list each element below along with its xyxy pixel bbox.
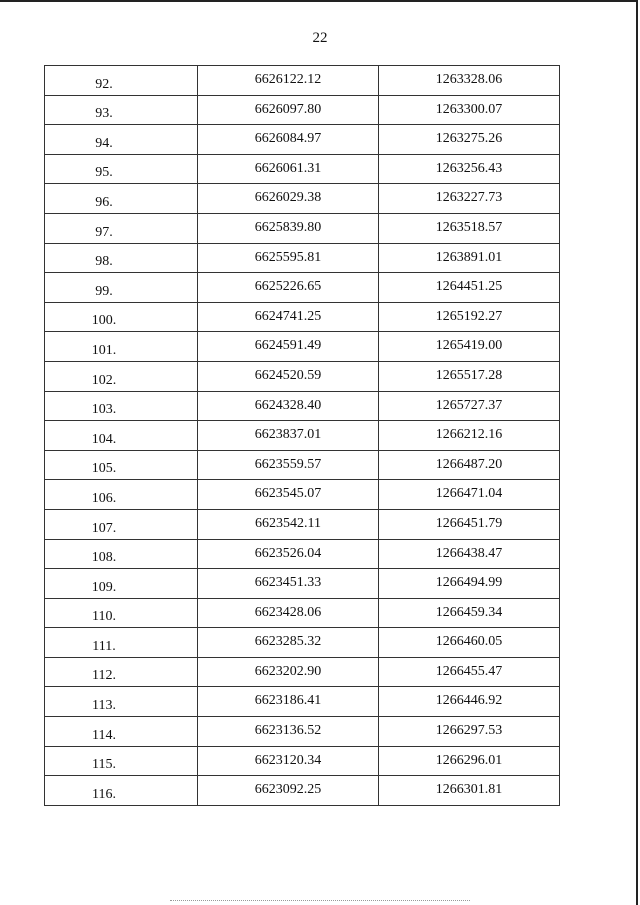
y-coordinate-cell: 1266301.81 (379, 776, 560, 806)
point-number-cell: 106. (45, 480, 198, 510)
table-row (45, 746, 560, 776)
y-coordinate-cell: 1266297.53 (379, 717, 560, 747)
table-row (45, 184, 560, 214)
y-coordinate-cell: 1266460.05 (379, 628, 560, 658)
x-coordinate-cell: 6623451.33 (198, 569, 379, 599)
y-coordinate-cell: 1265517.28 (379, 361, 560, 391)
x-coordinate-cell: 6623186.41 (198, 687, 379, 717)
x-coordinate-cell: 6623542.11 (198, 509, 379, 539)
x-coordinate-cell: 6624741.25 (198, 302, 379, 332)
point-number-cell: 107. (45, 509, 198, 539)
page-bottom-rule (170, 900, 470, 902)
table-row (45, 598, 560, 628)
x-coordinate-cell: 6623136.52 (198, 717, 379, 747)
y-coordinate-cell: 1266212.16 (379, 421, 560, 451)
y-coordinate-cell: 1266494.99 (379, 569, 560, 599)
point-number-cell: 96. (45, 184, 198, 214)
point-number-cell: 103. (45, 391, 198, 421)
table-row (45, 421, 560, 451)
point-number-cell: 97. (45, 213, 198, 243)
table-row (45, 273, 560, 303)
point-number-cell: 101. (45, 332, 198, 362)
y-coordinate-cell: 1263275.26 (379, 125, 560, 155)
x-coordinate-cell: 6624328.40 (198, 391, 379, 421)
coordinates-table-body (45, 66, 560, 806)
point-number-cell: 110. (45, 598, 198, 628)
x-coordinate-cell: 6623202.90 (198, 657, 379, 687)
x-coordinate-cell: 6623092.25 (198, 776, 379, 806)
y-coordinate-cell: 1266455.47 (379, 657, 560, 687)
table-row (45, 332, 560, 362)
y-coordinate-cell: 1266296.01 (379, 746, 560, 776)
y-coordinate-cell: 1266438.47 (379, 539, 560, 569)
table-row (45, 628, 560, 658)
page-number: 22 (312, 30, 328, 46)
page-border-top (0, 0, 636, 2)
table-row (45, 361, 560, 391)
point-number-cell: 105. (45, 450, 198, 480)
y-coordinate-cell: 1263227.73 (379, 184, 560, 214)
x-coordinate-cell: 6625226.65 (198, 273, 379, 303)
x-coordinate-cell: 6623285.32 (198, 628, 379, 658)
y-coordinate-cell: 1263328.06 (379, 66, 560, 96)
x-coordinate-cell: 6623526.04 (198, 539, 379, 569)
table-row (45, 776, 560, 806)
x-coordinate-cell: 6623120.34 (198, 746, 379, 776)
table-row (45, 509, 560, 539)
table-row (45, 450, 560, 480)
y-coordinate-cell: 1263256.43 (379, 154, 560, 184)
x-coordinate-cell: 6626097.80 (198, 95, 379, 125)
x-coordinate-cell: 6626061.31 (198, 154, 379, 184)
table-row (45, 657, 560, 687)
point-number-cell: 112. (45, 657, 198, 687)
point-number-cell: 113. (45, 687, 198, 717)
y-coordinate-cell: 1265727.37 (379, 391, 560, 421)
point-number-cell: 92. (45, 66, 198, 96)
y-coordinate-cell: 1265419.00 (379, 332, 560, 362)
page-border-right (636, 0, 638, 905)
point-number-cell: 94. (45, 125, 198, 155)
y-coordinate-cell: 1264451.25 (379, 273, 560, 303)
y-coordinate-cell: 1266451.79 (379, 509, 560, 539)
x-coordinate-cell: 6624520.59 (198, 361, 379, 391)
table-row (45, 213, 560, 243)
y-coordinate-cell: 1266487.20 (379, 450, 560, 480)
point-number-cell: 93. (45, 95, 198, 125)
y-coordinate-cell: 1266459.34 (379, 598, 560, 628)
x-coordinate-cell: 6626122.12 (198, 66, 379, 96)
point-number-cell: 114. (45, 717, 198, 747)
x-coordinate-cell: 6626029.38 (198, 184, 379, 214)
point-number-cell: 100. (45, 302, 198, 332)
table-row (45, 95, 560, 125)
point-number-cell: 116. (45, 776, 198, 806)
table-row (45, 66, 560, 96)
table-row (45, 154, 560, 184)
x-coordinate-cell: 6623837.01 (198, 421, 379, 451)
x-coordinate-cell: 6623559.57 (198, 450, 379, 480)
table-row (45, 569, 560, 599)
table-row (45, 243, 560, 273)
coordinates-table (44, 65, 560, 806)
y-coordinate-cell: 1265192.27 (379, 302, 560, 332)
table-row (45, 125, 560, 155)
table-row (45, 302, 560, 332)
x-coordinate-cell: 6624591.49 (198, 332, 379, 362)
y-coordinate-cell: 1263891.01 (379, 243, 560, 273)
table-row (45, 717, 560, 747)
point-number-cell: 104. (45, 421, 198, 451)
y-coordinate-cell: 1266471.04 (379, 480, 560, 510)
y-coordinate-cell: 1266446.92 (379, 687, 560, 717)
table-row (45, 539, 560, 569)
point-number-cell: 98. (45, 243, 198, 273)
point-number-cell: 99. (45, 273, 198, 303)
point-number-cell: 115. (45, 746, 198, 776)
x-coordinate-cell: 6625839.80 (198, 213, 379, 243)
y-coordinate-cell: 1263518.57 (379, 213, 560, 243)
point-number-cell: 95. (45, 154, 198, 184)
table-row (45, 480, 560, 510)
point-number-cell: 108. (45, 539, 198, 569)
y-coordinate-cell: 1263300.07 (379, 95, 560, 125)
x-coordinate-cell: 6625595.81 (198, 243, 379, 273)
point-number-cell: 109. (45, 569, 198, 599)
table-row (45, 687, 560, 717)
table-row (45, 391, 560, 421)
point-number-cell: 102. (45, 361, 198, 391)
x-coordinate-cell: 6623545.07 (198, 480, 379, 510)
x-coordinate-cell: 6626084.97 (198, 125, 379, 155)
x-coordinate-cell: 6623428.06 (198, 598, 379, 628)
point-number-cell: 111. (45, 628, 198, 658)
